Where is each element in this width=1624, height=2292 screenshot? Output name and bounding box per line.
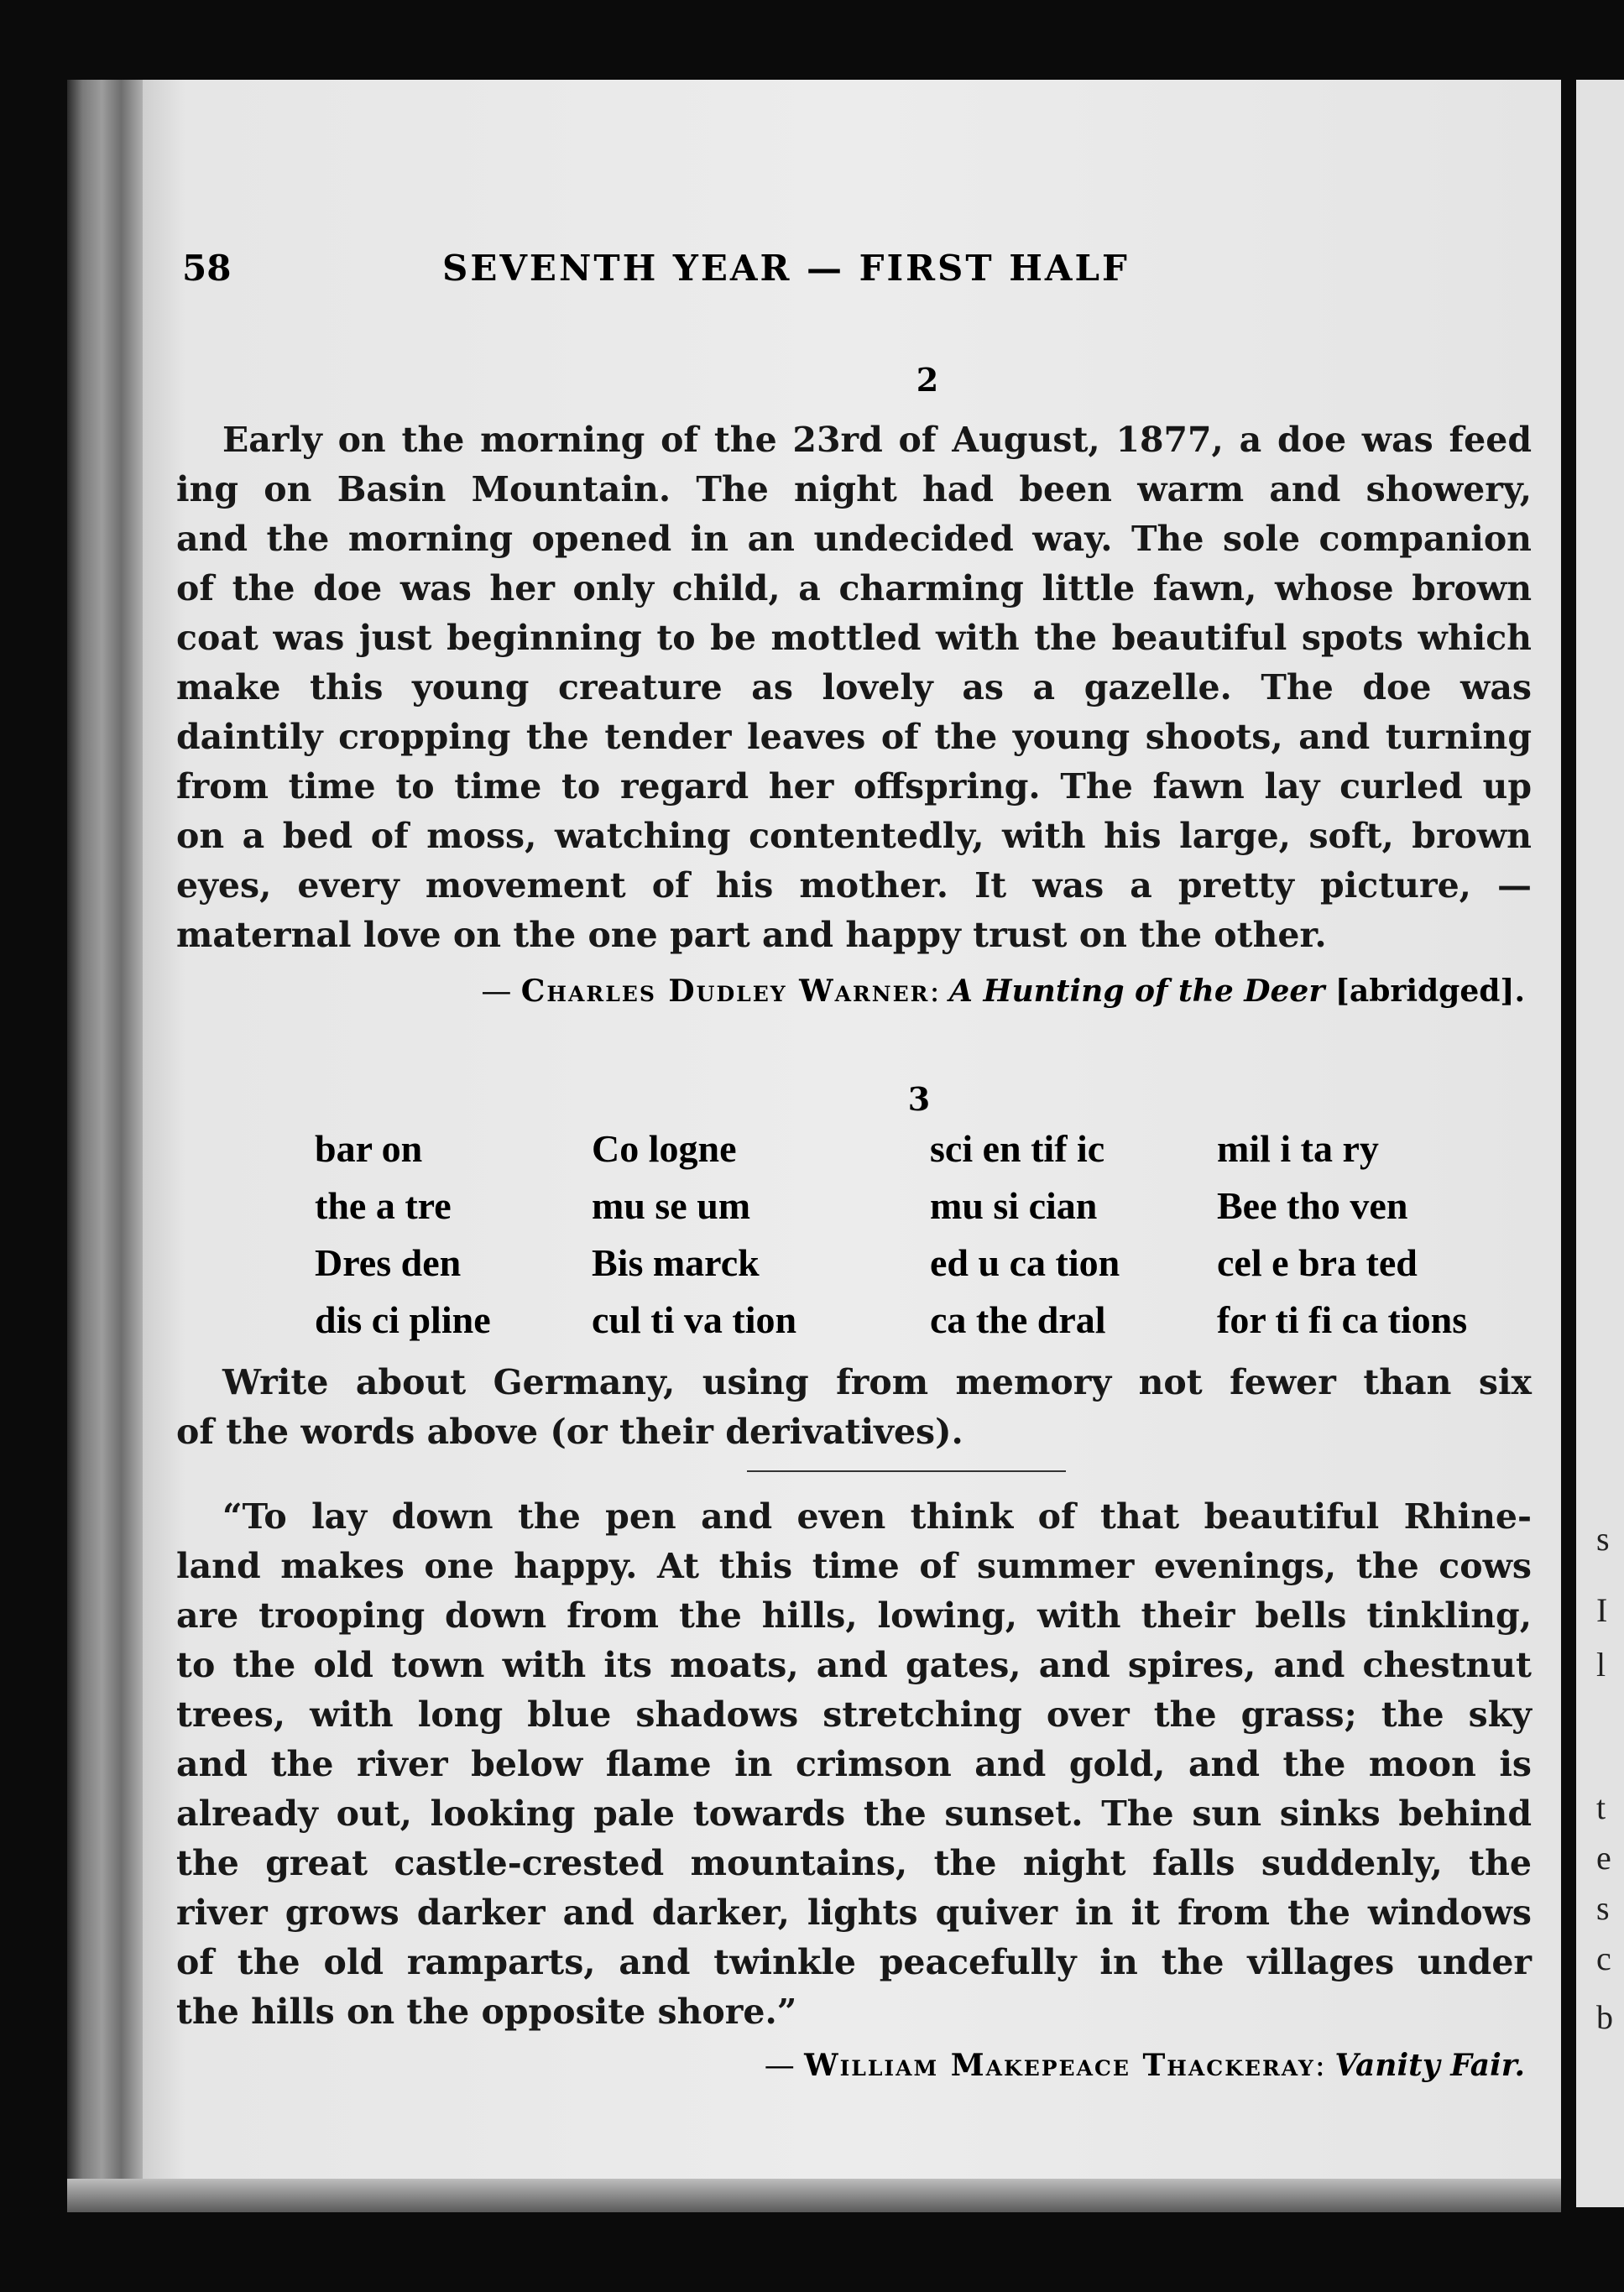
text-line: of the doe was her only child, a charming little fawn, whose brown	[176, 568, 1532, 608]
text-line: trees, with long blue shadows stretching over the grass; the sky	[176, 1694, 1532, 1735]
attribution-dash: —	[764, 2049, 805, 2083]
section-divider	[747, 1470, 1066, 1472]
syllable-word: mu se um	[592, 1184, 751, 1227]
text-line: are trooping down from the hills, lowing, with their bells tinkling,	[176, 1595, 1532, 1636]
facing-page-letter: t	[1596, 1788, 1606, 1826]
text-line: maternal love on the one part and happy trust on the other.	[176, 915, 1327, 955]
syllable-word: the a tre	[315, 1184, 452, 1227]
text-line: already out, looking pale towards the sunset. The sun sinks behind	[176, 1793, 1532, 1834]
syllable-word: bar on	[315, 1127, 423, 1170]
text-line: of the words above (or their derivatives).	[176, 1412, 963, 1452]
word-column	[315, 1120, 491, 1349]
syllable-word: cel e bra ted	[1217, 1241, 1418, 1284]
syllable-word: Co logne	[592, 1127, 737, 1170]
text-line: on a bed of moss, watching contentedly, with his large, soft, brown	[176, 816, 1532, 856]
word-column	[592, 1120, 796, 1349]
text-line: the hills on the opposite shore.”	[176, 1992, 797, 2032]
text-line: the great castle-crested mountains, the night falls suddenly, the	[176, 1843, 1532, 1883]
section-2-paragraph	[176, 415, 1532, 960]
quote-attribution	[765, 2048, 1525, 2083]
running-header	[182, 248, 1271, 298]
text-line: to the old town with its moats, and gates, and spires, and chestnut	[176, 1645, 1532, 1685]
page-number: 58	[182, 248, 232, 289]
section-number-3: 3	[907, 1080, 931, 1118]
attribution-separator: :	[1314, 2049, 1335, 2083]
page-bottom-edge	[67, 2179, 1561, 2212]
syllable-word: ca the dral	[930, 1298, 1106, 1341]
text-line: from time to time to regard her offspring. The fawn lay curled up	[176, 766, 1532, 807]
attribution-note: [abridged].	[1324, 974, 1525, 1009]
attribution-author: William Makepeace Thackeray	[804, 2048, 1315, 2083]
syllable-word: Dres den	[315, 1241, 462, 1284]
text-line: “To lay down the pen and even think of that beautiful Rhine-	[222, 1496, 1532, 1537]
section-3-instruction	[176, 1358, 1532, 1457]
text-line: Write about Germany, using from memory not fewer than six	[222, 1362, 1532, 1402]
text-line: ing on Basin Mountain. The night had been warm and showery,	[176, 469, 1532, 509]
word-column	[930, 1120, 1120, 1349]
syllable-word: for ti fi ca tions	[1217, 1298, 1468, 1341]
text-line: land makes one happy. At this time of summer evenings, the cows	[176, 1546, 1532, 1586]
syllable-word: mil i ta ry	[1217, 1127, 1379, 1170]
syllable-word: mu si cian	[930, 1184, 1098, 1227]
text-line: coat was just beginning to be mottled with the beautiful spots which	[176, 618, 1532, 658]
attribution-dash: —	[481, 974, 521, 1009]
syllable-word: sci en tif ic	[930, 1127, 1105, 1170]
text-line: make this young creature as lovely as a gazelle. The doe was	[176, 667, 1532, 707]
text-line: and the river below flame in crimson and gold, and the moon is	[176, 1744, 1532, 1784]
section-number-2: 2	[916, 361, 939, 399]
syllable-word: dis ci pline	[315, 1298, 491, 1341]
text-line: eyes, every movement of his mother. It was a pretty picture, —	[176, 865, 1532, 906]
facing-page-letter: e	[1596, 1839, 1611, 1877]
text-line: of the old ramparts, and twinkle peacefully in the villages under	[176, 1942, 1532, 1982]
facing-page-letter: b	[1596, 1998, 1613, 2036]
running-head-title: SEVENTH YEAR — FIRST HALF	[442, 248, 1130, 289]
syllable-word: Bis marck	[592, 1241, 760, 1284]
attribution-work: Vanity Fair.	[1334, 2048, 1525, 2083]
book-spine	[67, 80, 144, 2207]
facing-page-letter: s	[1596, 1520, 1610, 1558]
attribution-work: A Hunting of the Deer	[949, 974, 1325, 1009]
text-line: Early on the morning of the 23rd of August, 1877, a doe was feed	[222, 420, 1532, 460]
facing-page-letter: c	[1596, 1940, 1611, 1977]
attribution-author: Charles Dudley Warner	[520, 974, 930, 1009]
quote-paragraph	[176, 1492, 1532, 2037]
facing-page-letter: s	[1596, 1889, 1610, 1927]
syllable-word: cul ti va tion	[592, 1298, 797, 1341]
syllable-word-grid	[138, 1120, 1515, 1347]
facing-page-letter: I	[1596, 1591, 1608, 1629]
text-line: river grows darker and darker, lights quiver in it from the windows	[176, 1893, 1532, 1933]
syllable-word: Bee tho ven	[1217, 1184, 1408, 1227]
facing-page-letter: l	[1596, 1646, 1606, 1684]
syllable-word: ed u ca tion	[930, 1241, 1120, 1284]
section-2-attribution	[481, 974, 1525, 1009]
text-line: daintily cropping the tender leaves of the young shoots, and turning	[176, 717, 1532, 757]
attribution-separator: :	[929, 974, 950, 1009]
text-line: and the morning opened in an undecided way. The sole companion	[176, 519, 1532, 559]
word-column	[1217, 1120, 1467, 1349]
